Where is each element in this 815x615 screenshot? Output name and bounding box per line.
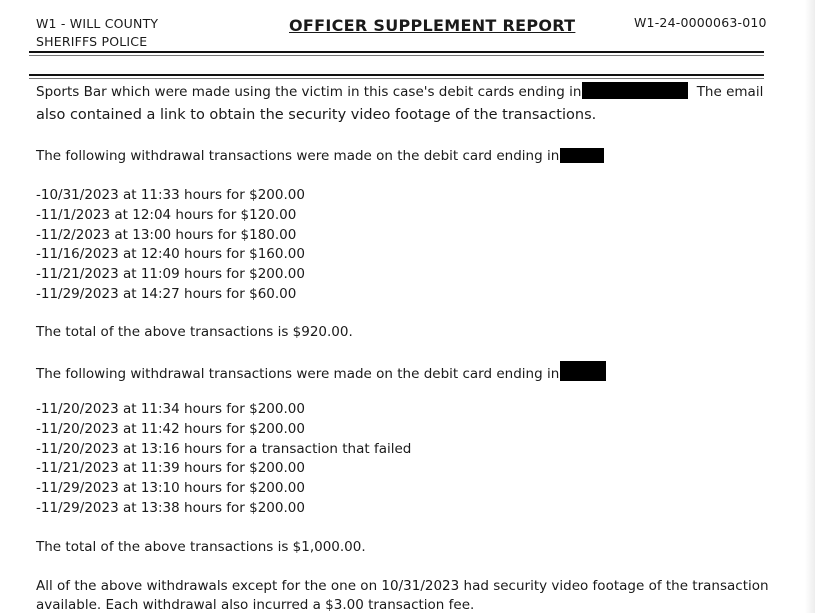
header-divider-bottom-thin	[29, 78, 764, 79]
intro-text-part-2: The email	[696, 84, 764, 100]
agency-line-2: SHERIFFS POLICE	[36, 34, 148, 49]
agency-name	[36, 15, 158, 51]
transaction-line: -11/29/2023 at 13:38 hours for $200.00	[36, 500, 305, 516]
intro-text-part-1: Sports Bar which were made using the victim in this case's debit cards ending in	[36, 84, 582, 100]
transaction-line: -11/29/2023 at 13:10 hours for $200.00	[36, 480, 305, 497]
intro-line-2: also contained a link to obtain the security video footage of the transactions.	[36, 107, 597, 123]
transaction-line: -11/29/2023 at 14:27 hours for $60.00	[36, 286, 297, 302]
redaction-block	[560, 148, 604, 163]
transaction-line: -11/2/2023 at 13:00 hours for $180.00	[36, 226, 297, 243]
card1-total: The total of the above transactions is $920.00.	[36, 324, 353, 340]
agency-line-1: W1 - WILL COUNTY	[36, 16, 159, 31]
header-divider-bottom	[29, 74, 764, 76]
redaction-block	[582, 82, 688, 99]
report-title: OFFICER SUPPLEMENT REPORT	[289, 16, 576, 35]
card1-heading	[36, 146, 766, 166]
transaction-line: -10/31/2023 at 11:33 hours for $200.00	[36, 187, 305, 203]
transaction-line: -11/20/2023 at 11:34 hours for $200.00	[36, 401, 305, 417]
page-edge-shadow	[805, 0, 815, 613]
transaction-line: -11/20/2023 at 13:16 hours for a transaction that failed	[36, 440, 412, 457]
transaction-line: -11/16/2023 at 12:40 hours for $160.00	[36, 246, 305, 263]
report-number: W1-24-0000063-010	[634, 15, 767, 30]
card1-heading-text: The following withdrawal transactions were made on the debit card ending in	[36, 148, 560, 164]
transaction-line: -11/1/2023 at 12:04 hours for $120.00	[36, 206, 297, 223]
card2-heading	[36, 361, 766, 384]
closing-line-1: All of the above withdrawals except for the one on 10/31/2023 had security video footage of the transaction	[36, 578, 769, 594]
transaction-line: -11/20/2023 at 11:42 hours for $200.00	[36, 420, 305, 437]
header-divider-top-thin	[29, 55, 764, 56]
intro-line-1	[36, 82, 766, 102]
redaction-block	[560, 361, 606, 381]
closing-line-2: available. Each withdrawal also incurred a $3.00 transaction fee.	[36, 597, 475, 613]
transaction-line: -11/21/2023 at 11:39 hours for $200.00	[36, 460, 305, 477]
transaction-line: -11/21/2023 at 11:09 hours for $200.00	[36, 266, 305, 283]
card2-total: The total of the above transactions is $1,000.00.	[36, 539, 366, 555]
card2-heading-text: The following withdrawal transactions were made on the debit card ending in	[36, 366, 560, 382]
header-divider-top	[29, 51, 764, 53]
